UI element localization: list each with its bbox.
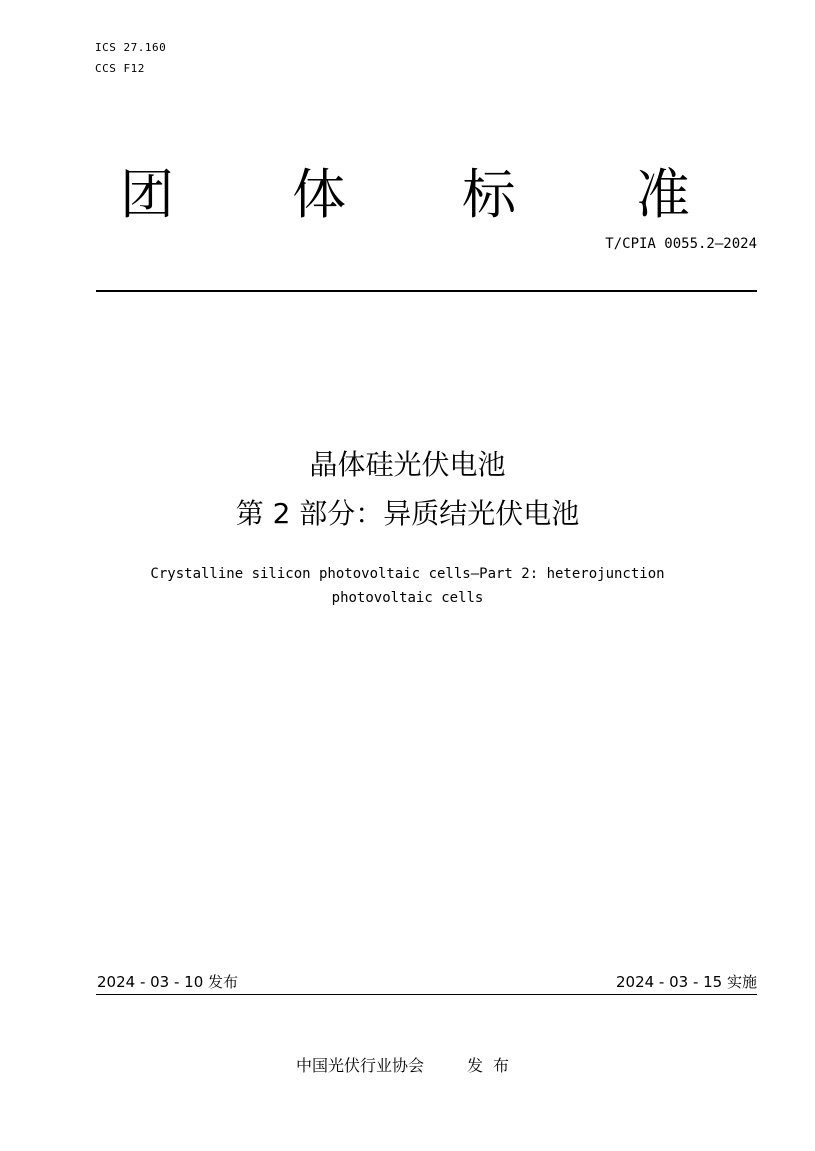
publisher [0,1053,815,1076]
publisher-organization: 中国光伏行业协会 [295,1056,424,1075]
heading-char: 团 [120,163,174,226]
bottom-divider [96,994,757,995]
ccs-code: CCS F12 [95,62,145,75]
top-divider [96,290,757,292]
heading-char: 体 [292,163,346,226]
heading-char: 标 [462,163,516,226]
issue-date: 2024 - 03 - 10 发布 [97,973,239,991]
title-zh-line2: 第 2 部分：异质结光伏电池 [235,497,580,530]
publisher-action: 发布 [467,1056,520,1075]
title-zh-line1: 晶体硅光伏电池 [309,448,506,481]
standard-number: T/CPIA 0055.2—2024 [605,236,757,252]
ics-code: ICS 27.160 [95,41,167,54]
implementation-date: 2024 - 03 - 15 实施 [615,973,757,991]
title-en-line2: photovoltaic cells [331,590,484,606]
title-en-line1: Crystalline silicon photovoltaic cells—Part 2: heterojunction [150,566,665,582]
heading-char: 准 [636,163,690,226]
group-standard-heading [0,160,815,230]
